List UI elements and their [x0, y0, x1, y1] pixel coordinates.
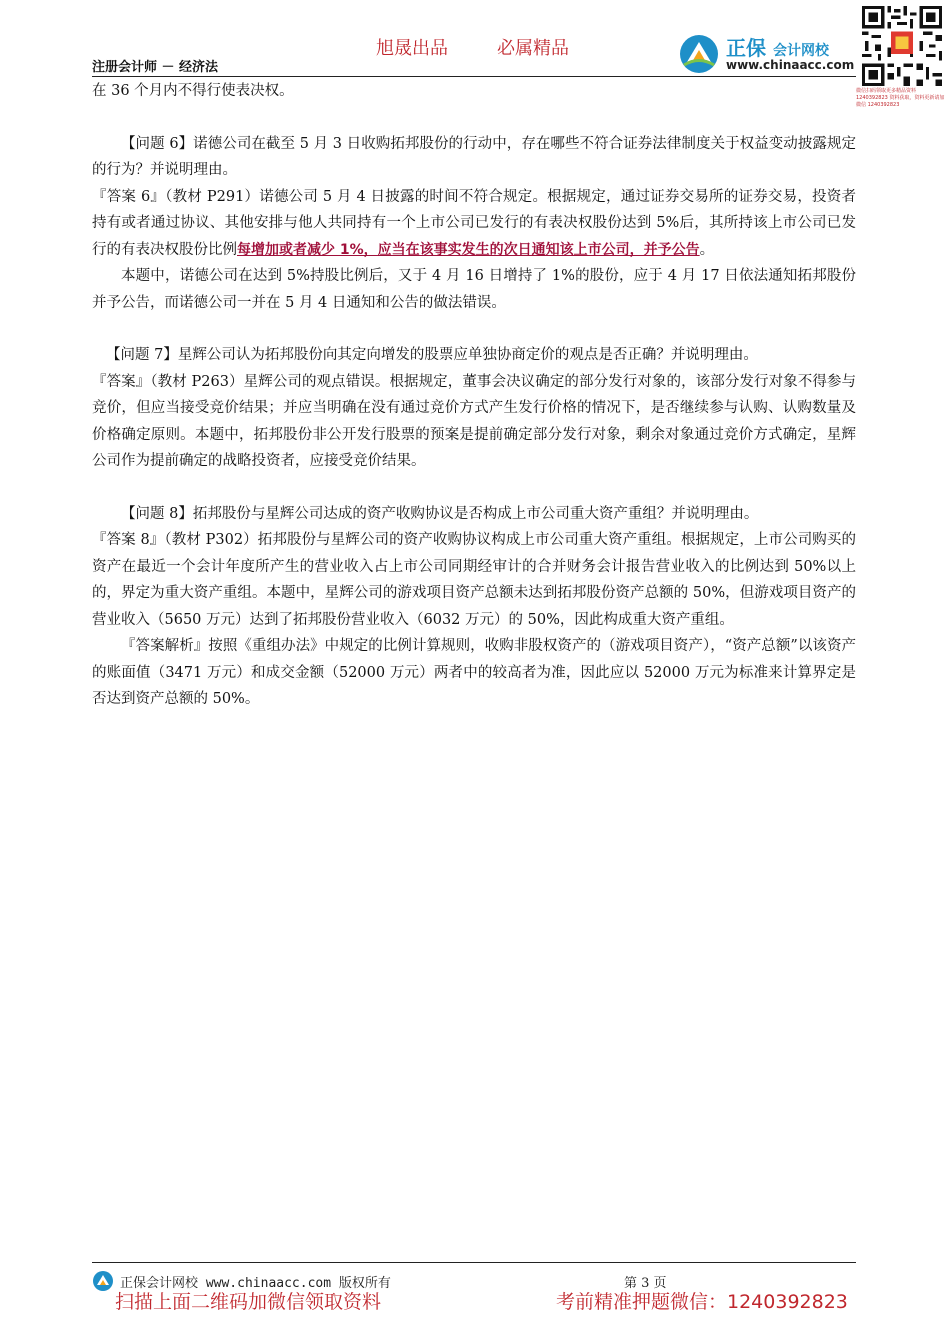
page-number: 第 3 页	[624, 1276, 667, 1291]
answer-6-highlight: 每增加或者减少 1%，应当在该事实发生的次日通知该上市公司，并予公告	[237, 241, 700, 258]
brand-logo[interactable]	[678, 30, 858, 76]
qr-caption: 微信扫码领取更多精品资料 1240392823 资料获取，资料更新请加微信 1240392823	[856, 88, 945, 108]
brand-name	[726, 32, 829, 61]
header-slogan-right: 必属精品	[497, 38, 569, 59]
answer-6-explanation: 本题中，诺德公司在达到 5%持股比例后，又于 4 月 16 日增持了 1%的股份，应于 4 月 17 日依法通知拓邦股份并予公告，而诺德公司一并在 5 月 4 日通知和公告的做法错误。	[92, 268, 856, 311]
footer-promo-right: 考前精准押题微信：1240392823	[556, 1291, 848, 1313]
footer-divider	[92, 1262, 856, 1263]
answer-6-end: 。	[699, 241, 715, 258]
brand-logo-icon	[678, 34, 720, 74]
paragraph-continuation: 在 36 个月内不得行使表决权。	[92, 83, 294, 99]
subject-title: 注册会计师 － 经济法	[92, 60, 219, 75]
answer-6	[92, 184, 856, 264]
question-6: 【问题 6】诺德公司在截至 5 月 3 日收购拓邦股份的行动中，存在哪些不符合证券法律制度关于权益变动披露规定的行为？并说明理由。	[92, 135, 856, 178]
header-slogan-left: 旭晟出品	[376, 38, 448, 59]
footer-logo-icon	[92, 1270, 114, 1292]
answer-8: 『答案 8』（教材 P302）拓邦股份与星辉公司的资产收购协议构成上市公司重大资产重组。根据规定，上市公司购买的资产在最近一个会计年度所产生的营业收入占上市公司同期经审计的合并财务会计报告营业收入的比例达到 50%以上的，界定为重大资产重组。本题中，星辉公司的游戏项目资产总额未达到拓邦股份资产总额的 50%，但游戏项目资产的营业收入（5650 万元）达到了拓邦股份营业收入（6032 万元）的 50%，因此构成重大资产重组。	[92, 532, 856, 628]
document-body	[92, 78, 856, 713]
qr-code-icon[interactable]	[862, 6, 942, 86]
footer-copyright: 正保会计网校 www.chinaacc.com 版权所有	[120, 1276, 391, 1291]
answer-7: 『答案』（教材 P263）星辉公司的观点错误。根据规定，董事会决议确定的部分发行对象的，该部分发行对象不得参与竞价，但应当接受竞价结果；并应当明确在没有通过竞价方式产生发行价格的情况下，是否继续参与认购、认购数量及价格确定原则。本题中，拓邦股份非公开发行股票的预案是提前确定部分发行对象，剩余对象通过竞价方式确定，星辉公司作为提前确定的战略投资者，应接受竞价结果。	[92, 373, 856, 469]
brand-name-main: 正保	[726, 36, 766, 60]
answer-6-intro: 『答案 6』（教材 P291）诺德公司 5 月 4 日披露的时间不符合规定。根据规定，通过证券交易所的证券交易，投资者持有或者通过协议、其他安排与他人共同持有一个上市公司已发行的有表决权股份达到 5%后，其所持该上市公司已发行的有表决权股份比例	[92, 188, 856, 258]
brand-url: www.chinaacc.com	[726, 58, 855, 72]
question-7: 【问题 7】星辉公司认为拓邦股份向其定向增发的股票应单独协商定价的观点是否正确？并说明理由。	[106, 347, 758, 363]
header-divider	[92, 76, 856, 77]
question-8: 【问题 8】拓邦股份与星辉公司达成的资产收购协议是否构成上市公司重大资产重组？并说明理由。	[121, 505, 759, 522]
footer-promo-left: 扫描上面二维码加微信领取资料	[115, 1291, 382, 1313]
brand-name-sub: 会计网校	[772, 43, 829, 59]
answer-8-analysis: 『答案解析』按照《重组办法》中规定的比例计算规则，收购非股权资产的（游戏项目资产），“资产总额”以该资产的账面值（3471 万元）和成交金额（52000 万元）两者中的较高者为准，因此应以 52000 万元为标准来计算界定是否达到资产总额的 50%。	[92, 638, 856, 707]
